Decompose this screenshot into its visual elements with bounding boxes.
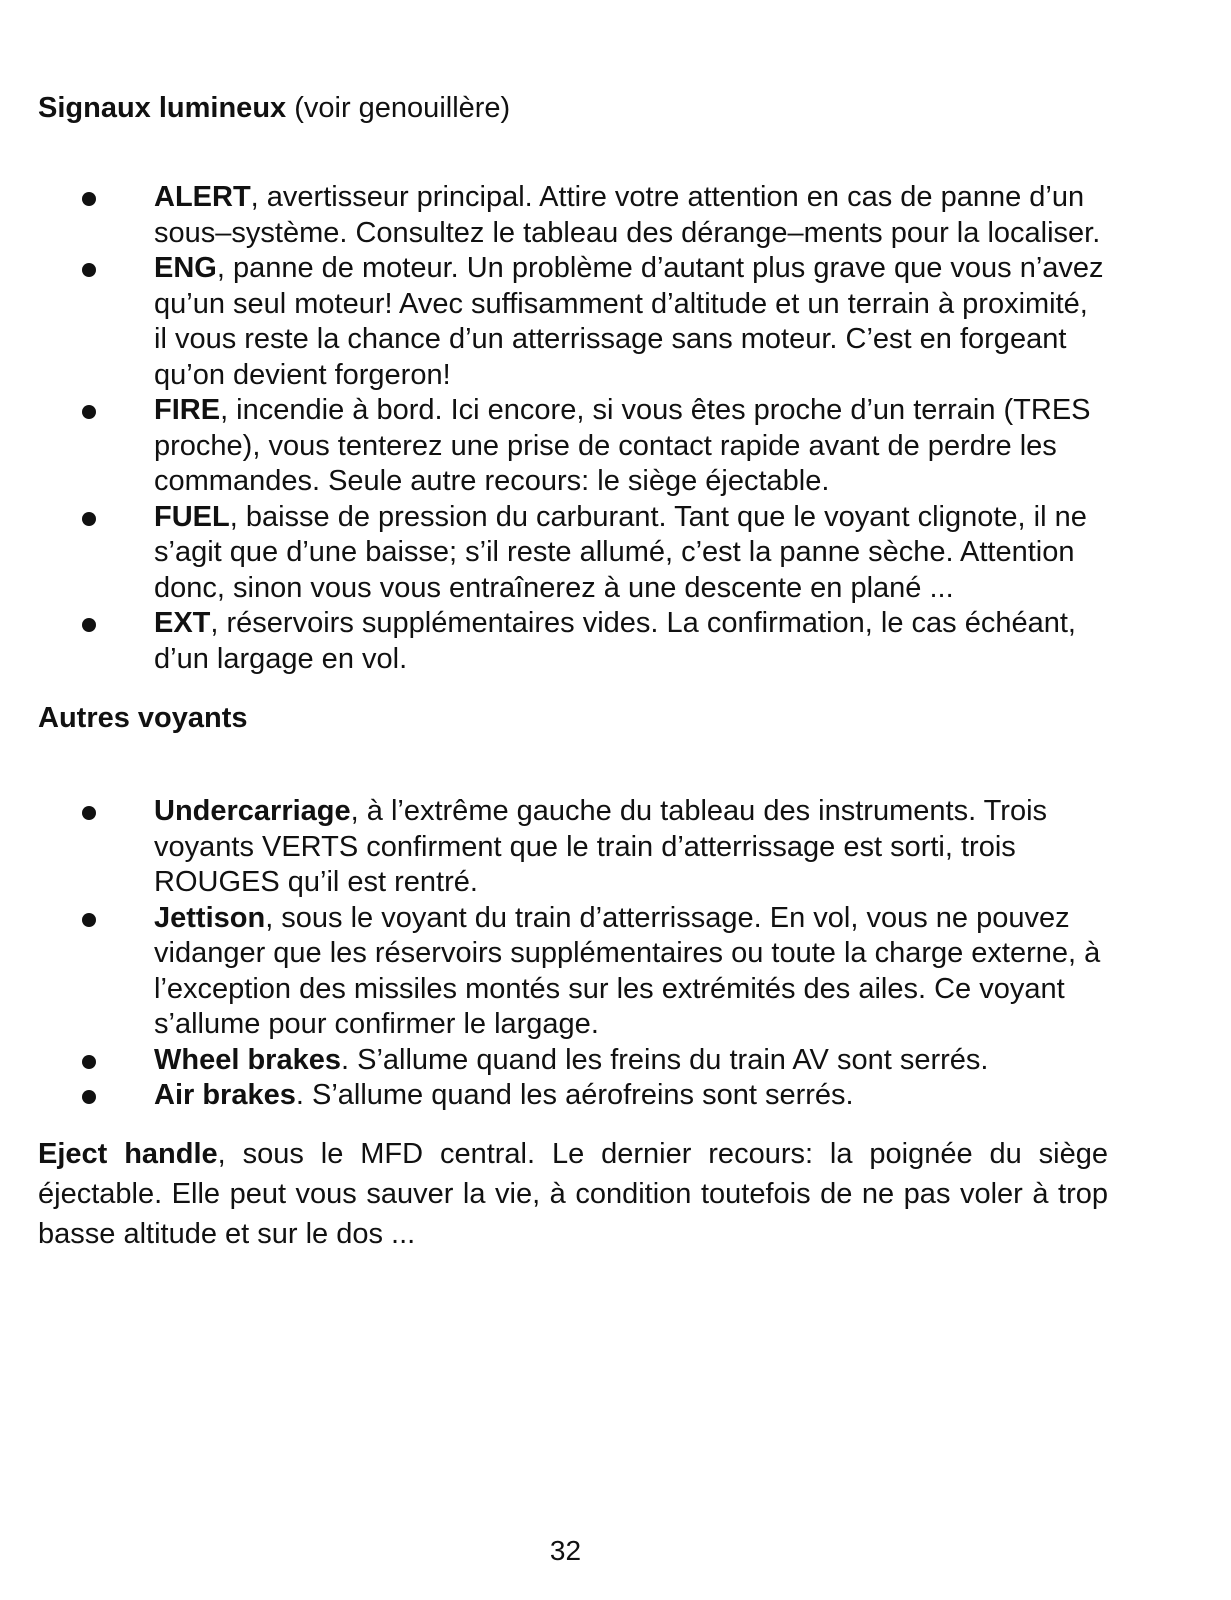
item-term: EXT [154,607,211,639]
item-term: FUEL [154,500,230,533]
bullet-icon [82,263,96,277]
bullet-icon [82,913,96,927]
item-text: , panne de moteur. Un problème d’autant plus grave que vous n’avez qu’un seul moteur! Avec suffisamment d’altitude et un terrain à proximité, il vous reste la chance d’un atterrissage sans moteur. C’est en forgeant qu’on devient forgeron! [154,252,1104,391]
eject-term: Eject handle [38,1137,218,1170]
list-item-wheel-brakes [38,1043,1108,1079]
list-item-fire [38,393,1108,500]
list-item-fuel [38,500,1108,607]
section-title: Signaux lumineux [38,92,287,124]
bullet-icon [82,405,96,419]
section-heading-autres [38,700,1108,736]
bullet-icon [82,806,96,820]
bullet-icon [82,1055,96,1069]
bullet-icon [82,1090,96,1104]
list-item-air-brakes [38,1078,1108,1114]
eject-handle-paragraph [38,1134,1108,1254]
item-text: , réservoirs supplémentaires vides. La confirmation, le cas échéant, d’un largage en vol. [154,607,1076,675]
section-title: Autres voyants [38,702,248,734]
item-text: , incendie à bord. Ici encore, si vous êtes proche d’un terrain (TRES proche), vous tenterez une prise de contact rapide avant de perdre les commandes. Seule autre recours: le siège éjectable. [154,394,1091,497]
page-number: 32 [549,1535,582,1566]
indicator-list [38,794,1108,1114]
item-text: . S’allume quand les freins du train AV sont serrés. [340,1043,989,1076]
item-term: Jettison [154,901,266,934]
item-text: , à l’extrême gauche du tableau des instruments. Trois voyants VERTS confirment que le train d’atterrissage est sorti, trois ROUGES qu’il est rentré. [154,795,1048,898]
list-item-eng [38,251,1108,393]
section-heading-signaux [38,90,1108,126]
list-item-undercarriage [38,794,1108,901]
list-item-jettison [38,901,1108,1043]
section-note: (voir genouillère) [286,92,511,124]
item-term: Undercarriage [154,795,351,827]
bullet-icon [82,192,96,206]
eject-text: , sous le MFD central. Le dernier recours: la poignée du siège éjectable. Elle peut vous sauver la vie, à condition toutefois de ne pas voler à trop basse altitude et sur le dos ... [38,1137,1108,1250]
bullet-icon [82,512,96,526]
item-term: ENG [154,252,217,284]
item-text: , sous le voyant du train d’atterrissage. En vol, vous ne pouvez vidanger que les réservoirs supplémentaires ou toute la charge externe, à l’exception des missiles montés sur les extrémités des ailes. Ce voyant s’allume pour confirmer le largage. [154,901,1101,1040]
item-term: ALERT [154,181,251,213]
list-item-ext [38,606,1108,677]
signal-list [38,180,1108,677]
page-content [38,90,1108,1283]
item-text: , baisse de pression du carburant. Tant que le voyant clignote, il ne s’agit que d’une baisse; s’il reste allumé, c’est la panne sèche. Attention donc, sinon vous vous entraînerez à une descente en plané ... [154,500,1087,604]
item-term: Air brakes [154,1079,296,1111]
bullet-icon [82,618,96,632]
item-text: . S’allume quand les aérofreins sont serrés. [295,1079,854,1111]
item-term: Wheel brakes [154,1043,341,1076]
list-item-alert [38,180,1108,251]
item-term: FIRE [154,394,221,426]
item-text: , avertisseur principal. Attire votre attention en cas de panne d’un sous–système. Consultez le tableau des dérange–ments pour la localiser. [154,181,1101,249]
